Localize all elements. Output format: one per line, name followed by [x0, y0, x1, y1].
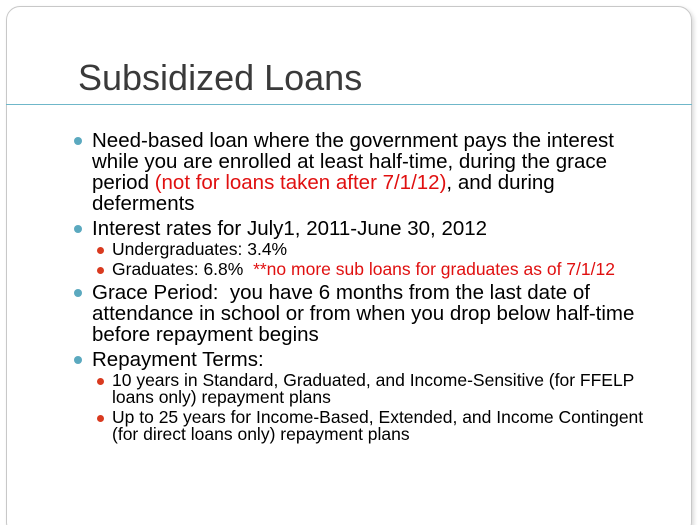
- sub-bullet-text: Undergraduates: 3.4%: [112, 239, 288, 259]
- bullet-dot-icon: [74, 225, 82, 233]
- bullet-dot-icon: [74, 137, 82, 145]
- bullet-text: Need-based loan where the government pays the interest while you are enrolled at least half-time, during the grace period: [92, 129, 614, 194]
- sub-bullet-25-years: [94, 409, 652, 443]
- bullet-interest-rates: [72, 218, 652, 278]
- slide-content: [72, 130, 652, 447]
- sub-list: [94, 241, 652, 278]
- sub-bullet-dot-icon: [97, 267, 104, 274]
- sub-list: [94, 372, 652, 443]
- sub-bullet-text: Up to 25 years for Income-Based, Extended, and Income Contingent (for direct loans only) repayment plans: [112, 407, 644, 444]
- highlight-text: (not for loans taken after 7/1/12): [154, 171, 447, 194]
- sub-bullet-text: Graduates: 6.8%: [112, 259, 254, 279]
- title-divider: [6, 104, 692, 105]
- bullet-text: Interest rates for July1, 2011-June 30, 2012: [92, 217, 488, 240]
- bullet-text: Grace Period: you have 6 months from the last date of attendance in school or from when you drop below half-time before repayment begins: [92, 281, 641, 346]
- bullet-text: , and during deferments: [92, 171, 555, 215]
- bullet-dot-icon: [74, 289, 82, 297]
- bullet-text: Repayment Terms:: [92, 348, 264, 371]
- bullet-need-based: [72, 130, 652, 214]
- sub-bullet-dot-icon: [97, 415, 104, 422]
- sub-bullet-dot-icon: [97, 247, 104, 254]
- sub-bullet-dot-icon: [97, 378, 104, 385]
- slide-title: Subsidized Loans: [78, 57, 363, 98]
- bullet-list: [72, 130, 652, 443]
- bullet-grace-period: [72, 282, 652, 345]
- sub-bullet-graduates: [94, 261, 652, 278]
- sub-bullet-10-years: [94, 372, 652, 406]
- bullet-dot-icon: [74, 356, 82, 364]
- sub-bullet-text: 10 years in Standard, Graduated, and Income-Sensitive (for FFELP loans only) repayment plans: [112, 370, 635, 407]
- bullet-repayment-terms: [72, 349, 652, 443]
- highlight-text: **no more sub loans for graduates as of 7/1/12: [253, 259, 615, 279]
- sub-bullet-undergraduates: [94, 241, 652, 258]
